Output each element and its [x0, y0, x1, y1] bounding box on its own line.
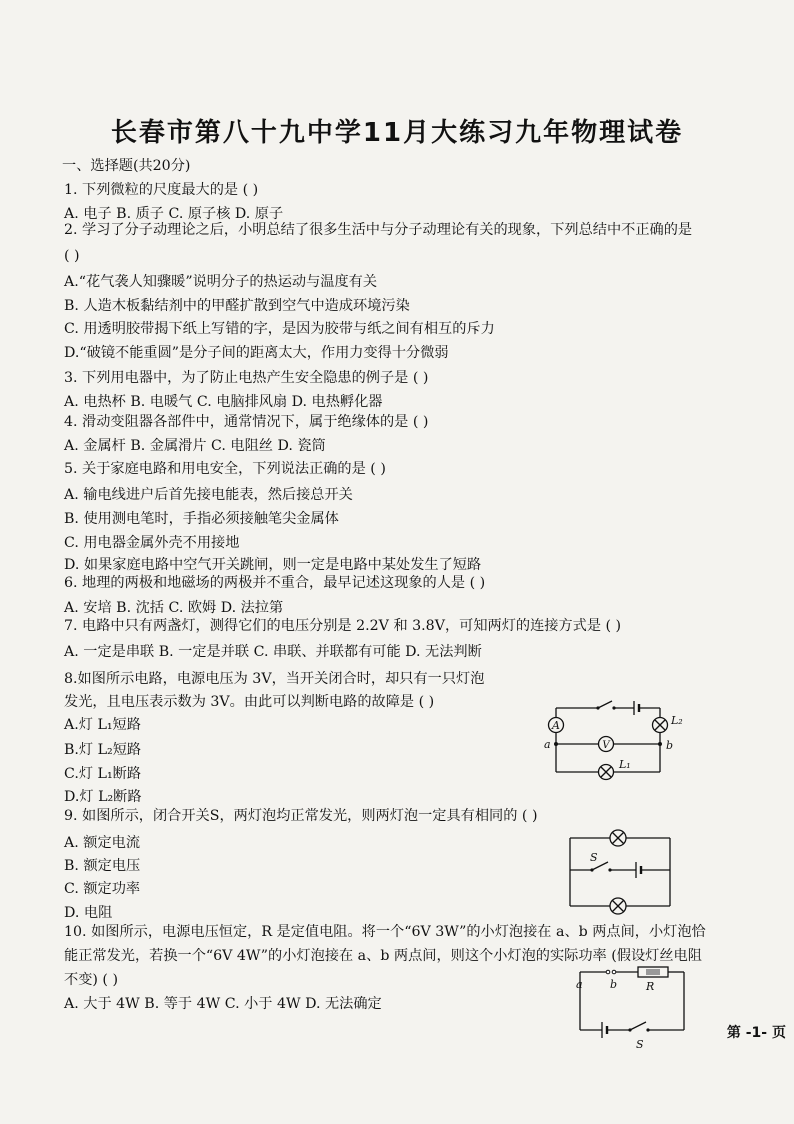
- q10-stem-line1: 10. 如图所示，电源电压恒定，R 是定值电阻。将一个“6V 3W”的小灯泡接在 a、b 两点间，小灯泡恰: [64, 924, 706, 940]
- q8-option-a: A.灯 L₁短路: [64, 717, 141, 733]
- point-b-label: b: [666, 739, 674, 752]
- q2-option-b: B. 人造木板黏结剂中的甲醛扩散到空气中造成环境污染: [64, 298, 410, 314]
- q2-paren: ( ): [64, 248, 80, 264]
- q9-option-b: B. 额定电压: [64, 858, 141, 874]
- point-b-label: b: [610, 978, 618, 991]
- ammeter-label: A: [552, 719, 560, 732]
- switch-s-label: S: [636, 1038, 644, 1051]
- q8-option-b: B.灯 L₂短路: [64, 742, 142, 758]
- q8-option-c: C.灯 L₁断路: [64, 766, 142, 782]
- q4-stem: 4. 滑动变阻器各部件中，通常情况下，属于绝缘体的是 ( ): [64, 414, 429, 430]
- section-heading: 一、选择题(共20分): [62, 158, 191, 174]
- page-number: 第 -1- 页: [726, 1025, 786, 1041]
- q6-options: A. 安培 B. 沈括 C. 欧姆 D. 法拉第: [64, 600, 284, 616]
- point-a-label: a: [544, 738, 551, 751]
- q9-option-c: C. 额定功率: [64, 881, 141, 897]
- q6-stem: 6. 地理的两极和地磁场的两极并不重合，最早记述这现象的人是 ( ): [64, 575, 486, 591]
- q10-stem-line3: 不变) ( ): [64, 972, 118, 988]
- q5-option-c: C. 用电器金属外壳不用接地: [64, 535, 240, 551]
- q2-stem: 2. 学习了分子动理论之后，小明总结了很多生活中与分子动理论有关的现象，下列总结中不正确的是: [64, 222, 693, 238]
- q5-stem: 5. 关于家庭电路和用电安全，下列说法正确的是 ( ): [64, 461, 386, 477]
- q2-option-d: D.“破镜不能重圆”是分子间的距离太大，作用力变得十分微弱: [64, 345, 449, 361]
- q9-circuit-diagram: [560, 826, 690, 918]
- point-a-label: a: [576, 978, 583, 991]
- q4-options: A. 金属杆 B. 金属滑片 C. 电阻丝 D. 瓷筒: [64, 438, 326, 454]
- q8-circuit-diagram: [540, 696, 690, 782]
- q9-option-a: A. 额定电流: [64, 835, 141, 851]
- q5-option-a: A. 输电线进户后首先接电能表，然后接总开关: [64, 487, 353, 503]
- q10-options: A. 大于 4W B. 等于 4W C. 小于 4W D. 无法确定: [64, 996, 382, 1012]
- q5-option-d: D. 如果家庭电路中空气开关跳闸，则一定是电路中某处发生了短路: [64, 557, 482, 573]
- q8-stem-line1: 8.如图所示电路，电源电压为 3V，当开关闭合时，却只有一只灯泡: [64, 671, 485, 687]
- l1-label: L₁: [619, 758, 631, 771]
- q1-stem: 1. 下列微粒的尺度最大的是 ( ): [64, 182, 259, 198]
- voltmeter-label: V: [602, 740, 610, 751]
- q9-option-d: D. 电阻: [64, 905, 113, 921]
- q10-stem-line2: 能正常发光，若换一个“6V 4W”的小灯泡接在 a、b 两点间，则这个小灯泡的实际功率 (假设灯丝电阻: [64, 948, 702, 964]
- q2-option-c: C. 用透明胶带揭下纸上写错的字，是因为胶带与纸之间有相互的斥力: [64, 321, 495, 337]
- q1-options: A. 电子 B. 质子 C. 原子核 D. 原子: [64, 206, 284, 222]
- q7-options: A. 一定是串联 B. 一定是并联 C. 串联、并联都有可能 D. 无法判断: [64, 644, 482, 660]
- q3-options: A. 电热杯 B. 电暖气 C. 电脑排风扇 D. 电热孵化器: [64, 394, 383, 410]
- l2-label: L₂: [671, 714, 683, 727]
- q10-circuit-diagram: [560, 960, 700, 1052]
- switch-s-label: S: [590, 851, 598, 864]
- q8-stem-line2: 发光，且电压表示数为 3V。由此可以判断电路的故障是 ( ): [64, 694, 435, 710]
- q3-stem: 3. 下列用电器中，为了防止电热产生安全隐患的例子是 ( ): [64, 370, 429, 386]
- q5-option-b: B. 使用测电笔时，手指必须接触笔尖金属体: [64, 511, 339, 527]
- q9-stem: 9. 如图所示，闭合开关S，两灯泡均正常发光，则两灯泡一定具有相同的 ( ): [64, 808, 538, 824]
- q2-option-a: A.“花气袭人知骤暖”说明分子的热运动与温度有关: [64, 274, 378, 290]
- q8-option-d: D.灯 L₂断路: [64, 789, 142, 805]
- exam-title: 长春市第八十九中学11月大练习九年物理试卷: [110, 118, 684, 148]
- q7-stem: 7. 电路中只有两盏灯，测得它们的电压分别是 2.2V 和 3.8V，可知两灯的连接方式是 ( ): [64, 618, 622, 634]
- resistor-r-label: R: [646, 980, 655, 993]
